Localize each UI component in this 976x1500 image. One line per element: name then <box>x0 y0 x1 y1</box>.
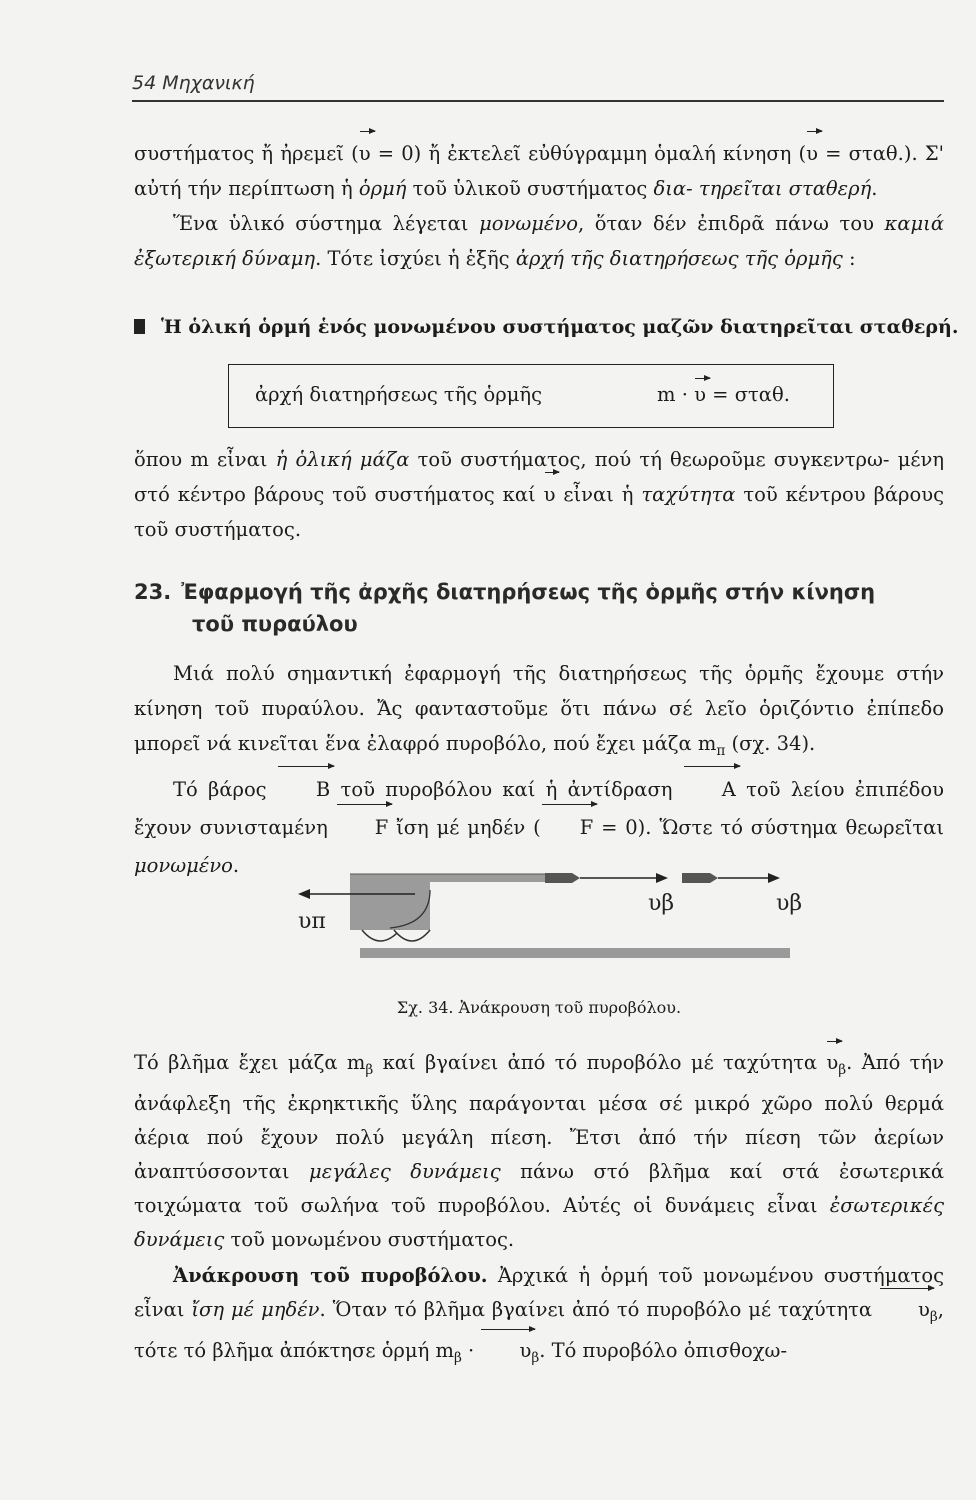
rocket-paragraph: Μιά πολύ σημαντική ἐφαρμογή τῆς διατηρήσεως τῆς ὁρμῆς ἔχουμε στήν κίνηση τοῦ πυραύλου. Ἄς φανταστοῦμε ὅτι πάνω σέ λεῖο ὁριζόντιο ἐπίπεδο μπορεῖ νά κινεῖται ἕνα ἐλαφρό πυροβόλο, πού ἔχει μάζα $m_\pi$ (σχ. 34). Τό βάρος B τοῦ πυροβόλου καί ἡ ἀντίδραση A τοῦ λείου ἐπιπέδου ἔχουν συνισταμένη F ἴση μέ μηδέν ( F = 0). Ὥστε τό σύστημα θεωρεῖται μονωμένο. <box>134 662 944 877</box>
velocity-vector: υ <box>359 136 371 171</box>
figure-caption: Σχ. 34. Ἀνάκρουση τοῦ πυροβόλου. <box>396 998 682 1017</box>
wheel-right <box>394 930 430 941</box>
ball-velocity-label: υβ <box>648 891 675 916</box>
projectile-flight <box>682 873 718 883</box>
page-header: 54 Μηχανική <box>132 72 255 94</box>
bullet-marker <box>134 319 145 334</box>
intro-paragraph: συστήματος ἤ ἠρεμεῖ (υ = 0) ἤ ἐκτελεῖ εὐθύγραμμη ὁμαλή κίνηση (υ = σταθ.). Σ' αὐτή τήν περίπτωση ἡ ὁρμή τοῦ ὑλικοῦ συστήματος δια- τηρεῖται σταθερή. Ἕνα ὑλικό σύστημα λέγεται μονωμένο, ὅταν δέν ἐπιδρᾶ πάνω του καμιά ἐξωτερική δύναμη. Τότε ἰσχύει ἡ ἑξῆς ἀρχή τῆς διατηρήσεως τῆς ὁρμῆς : <box>134 136 944 276</box>
ground <box>360 948 790 958</box>
cannon-diagram <box>290 860 810 990</box>
velocity-vector: υ <box>806 136 818 171</box>
law-box <box>228 364 834 428</box>
section-heading: 23. Ἐφαρμογή τῆς ἀρχῆς διατηρήσεως τῆς ὁρμῆς στήν κίνηση τοῦ πυραύλου <box>134 580 876 636</box>
projectile-paragraph: Τό βλῆμα ἔχει μάζα $m_\beta$ καί βγαίνει ἀπό τό πυροβόλο μέ ταχύτητα $\upsilon_\beta$. Ἀπό τήν ἀνάφλεξη τῆς ἐκρηκτικῆς ὕλης παράγονται μέσα σέ μικρό χῶρο πολύ θερμά ἀέρια πού ἔχουν πολύ μεγάλη πίεση. Ἔτσι ἀπό τήν πίεση τῶν ἀερίων ἀναπτύσσονται μεγάλες δυνάμεις πάνω στό βλῆμα καί στά ἐσωτερικά τοιχώματα τοῦ σωλήνα τοῦ πυροβόλου. Αὐτές οἱ δυνάμεις εἶναι ἐσωτερικές δυνάμεις τοῦ μονωμένου συστήματος. Ἀνάκρουση τοῦ πυροβόλου. Ἀρχικά ἡ ὁρμή τοῦ μονωμένου συστήματος εἶναι ἴση μέ μηδέν. Ὅταν τό βλῆμα βγαίνει ἀπό τό πυροβόλο μέ ταχύτητα $\upsilon_\beta$, τότε τό βλῆμα ἀπόκτησε ὁρμή $m_\beta \cdot \upsilon_\beta$. Τό πυροβόλο ὀπισθοχω- <box>134 1046 944 1375</box>
law-formula: m · υ = σταθ. <box>657 383 790 406</box>
cannon-body <box>350 874 545 930</box>
recoil-figure <box>290 860 810 990</box>
wheel-left <box>362 930 400 941</box>
ball-velocity-label-2: υβ <box>776 891 803 916</box>
header-rule <box>132 100 944 102</box>
section-title: Ἐφαρμογή τῆς ἀρχῆς διατηρήσεως τῆς ὁρμῆς στήν κίνηση <box>181 580 876 604</box>
law-statement: Ἡ ὁλική ὁρμή ἑνός μονωμένου συστήματος μαζῶν διατηρεῖται σταθερή. <box>134 312 958 342</box>
projectile <box>545 873 580 883</box>
cannon-velocity-label: υπ <box>298 909 326 934</box>
law-name: ἀρχή διατηρήσεως τῆς ὁρμῆς <box>255 383 543 406</box>
section-number: 23. <box>134 580 172 604</box>
definition-paragraph: ὅπου m εἶναι ἡ ὁλική μάζα τοῦ συστήματος, πού τή θεωροῦμε συγκεντρω- μένη στό κέντρο βάρους τοῦ συστήματος καί υ εἶναι ἡ ταχύτητα τοῦ κέντρου βάρους τοῦ συστήματος. <box>134 448 945 541</box>
recoil-subheading: Ἀνάκρουση τοῦ πυροβόλου. <box>173 1263 488 1287</box>
